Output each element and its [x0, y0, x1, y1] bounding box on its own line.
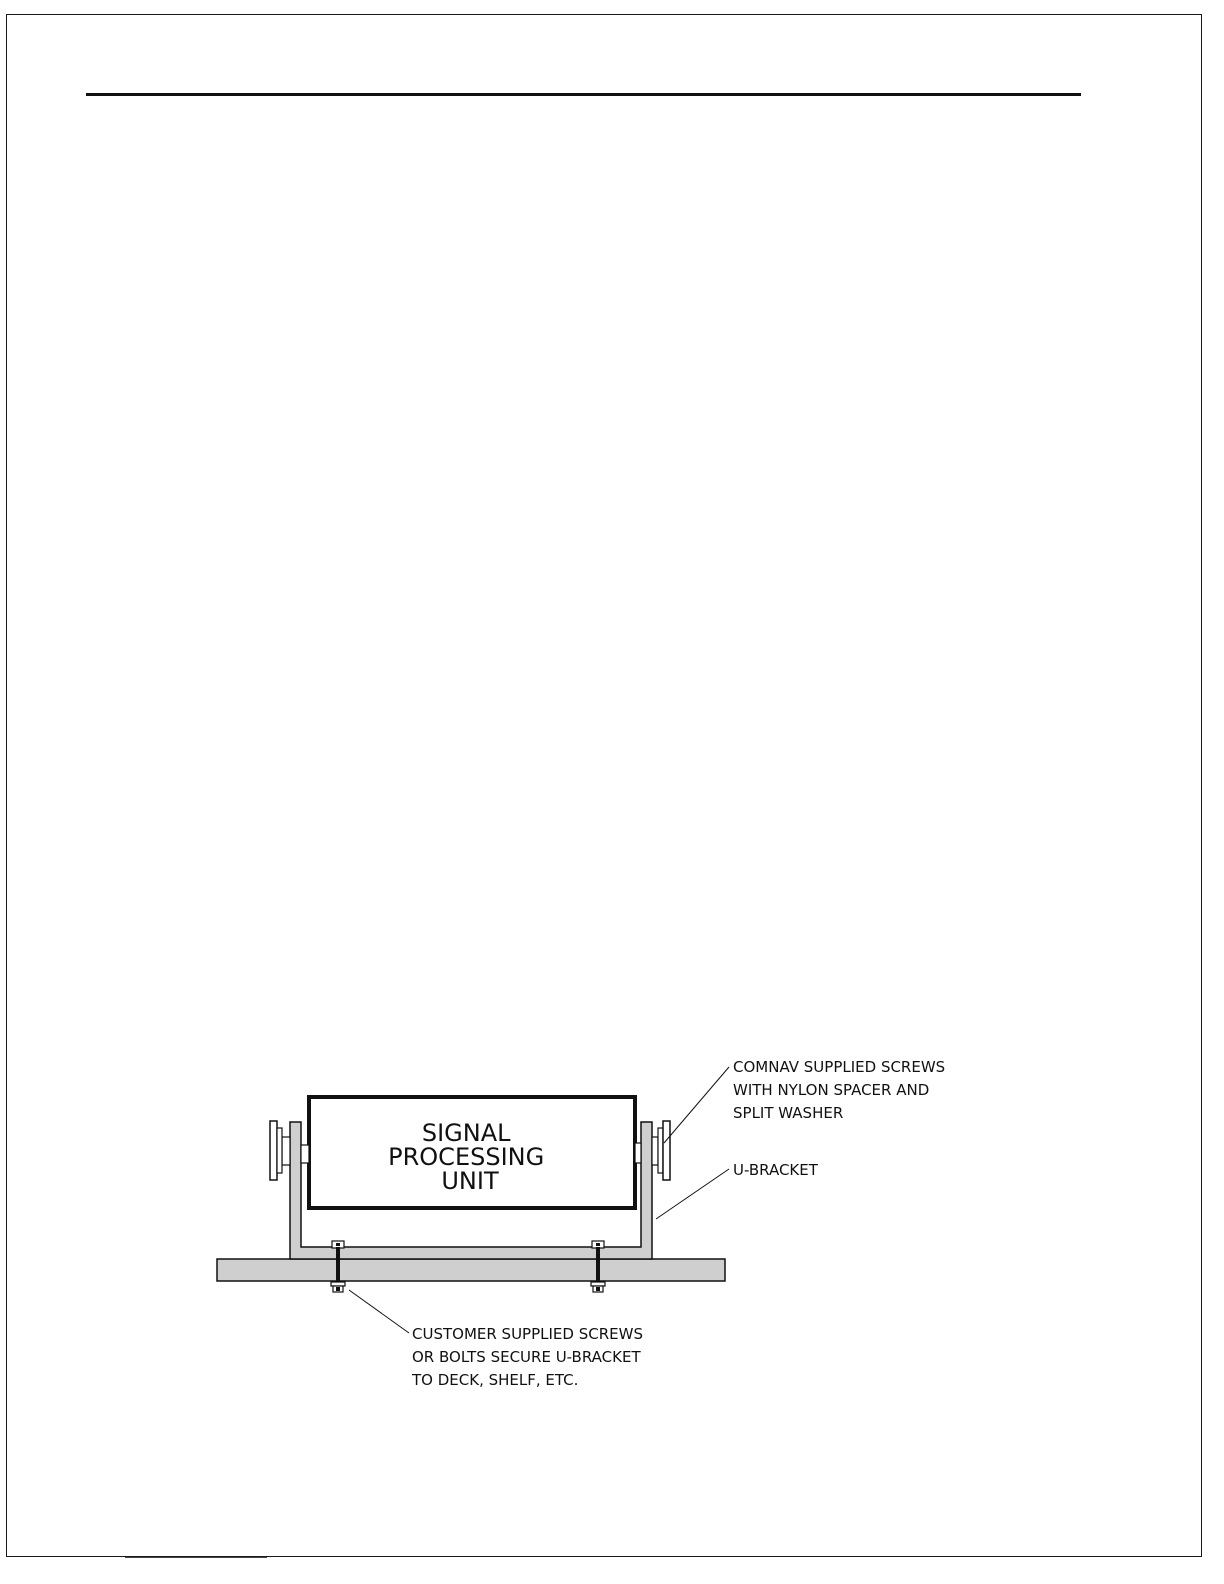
customer-screws-leader [349, 1290, 409, 1333]
customer-screws-line-2: OR BOLTS SECURE U-BRACKET [412, 1348, 641, 1366]
unit-label-line-1: SIGNAL [421, 1119, 511, 1147]
unit-label-line-3: UNIT [441, 1167, 499, 1195]
u-bracket-callout: U-BRACKET [733, 1161, 818, 1179]
svg-text:COMNAV SUPPLIED SCREWS WIT [733, 1058, 950, 1122]
customer-screws-line-1: CUSTOMER SUPPLIED SCREWS [412, 1325, 643, 1343]
comnav-screws-line-2: WITH NYLON SPACER AND [733, 1081, 930, 1099]
deck-shelf [217, 1259, 725, 1281]
svg-text:U-BRACKET [733, 1161, 819, 1179]
customer-screws-line-3: TO DECK, SHELF, ETC. [412, 1371, 579, 1389]
comnav-screws-line-1: COMNAV SUPPLIED SCREWS [733, 1058, 946, 1076]
unit-label-line-2: PROCESSING [388, 1143, 545, 1171]
svg-text:CUSTOMER SUPPLIED SCREWS O [411, 1325, 648, 1389]
comnav-screws-leader [664, 1067, 729, 1143]
comnav-screws-line-3: SPLIT WASHER [733, 1104, 844, 1122]
